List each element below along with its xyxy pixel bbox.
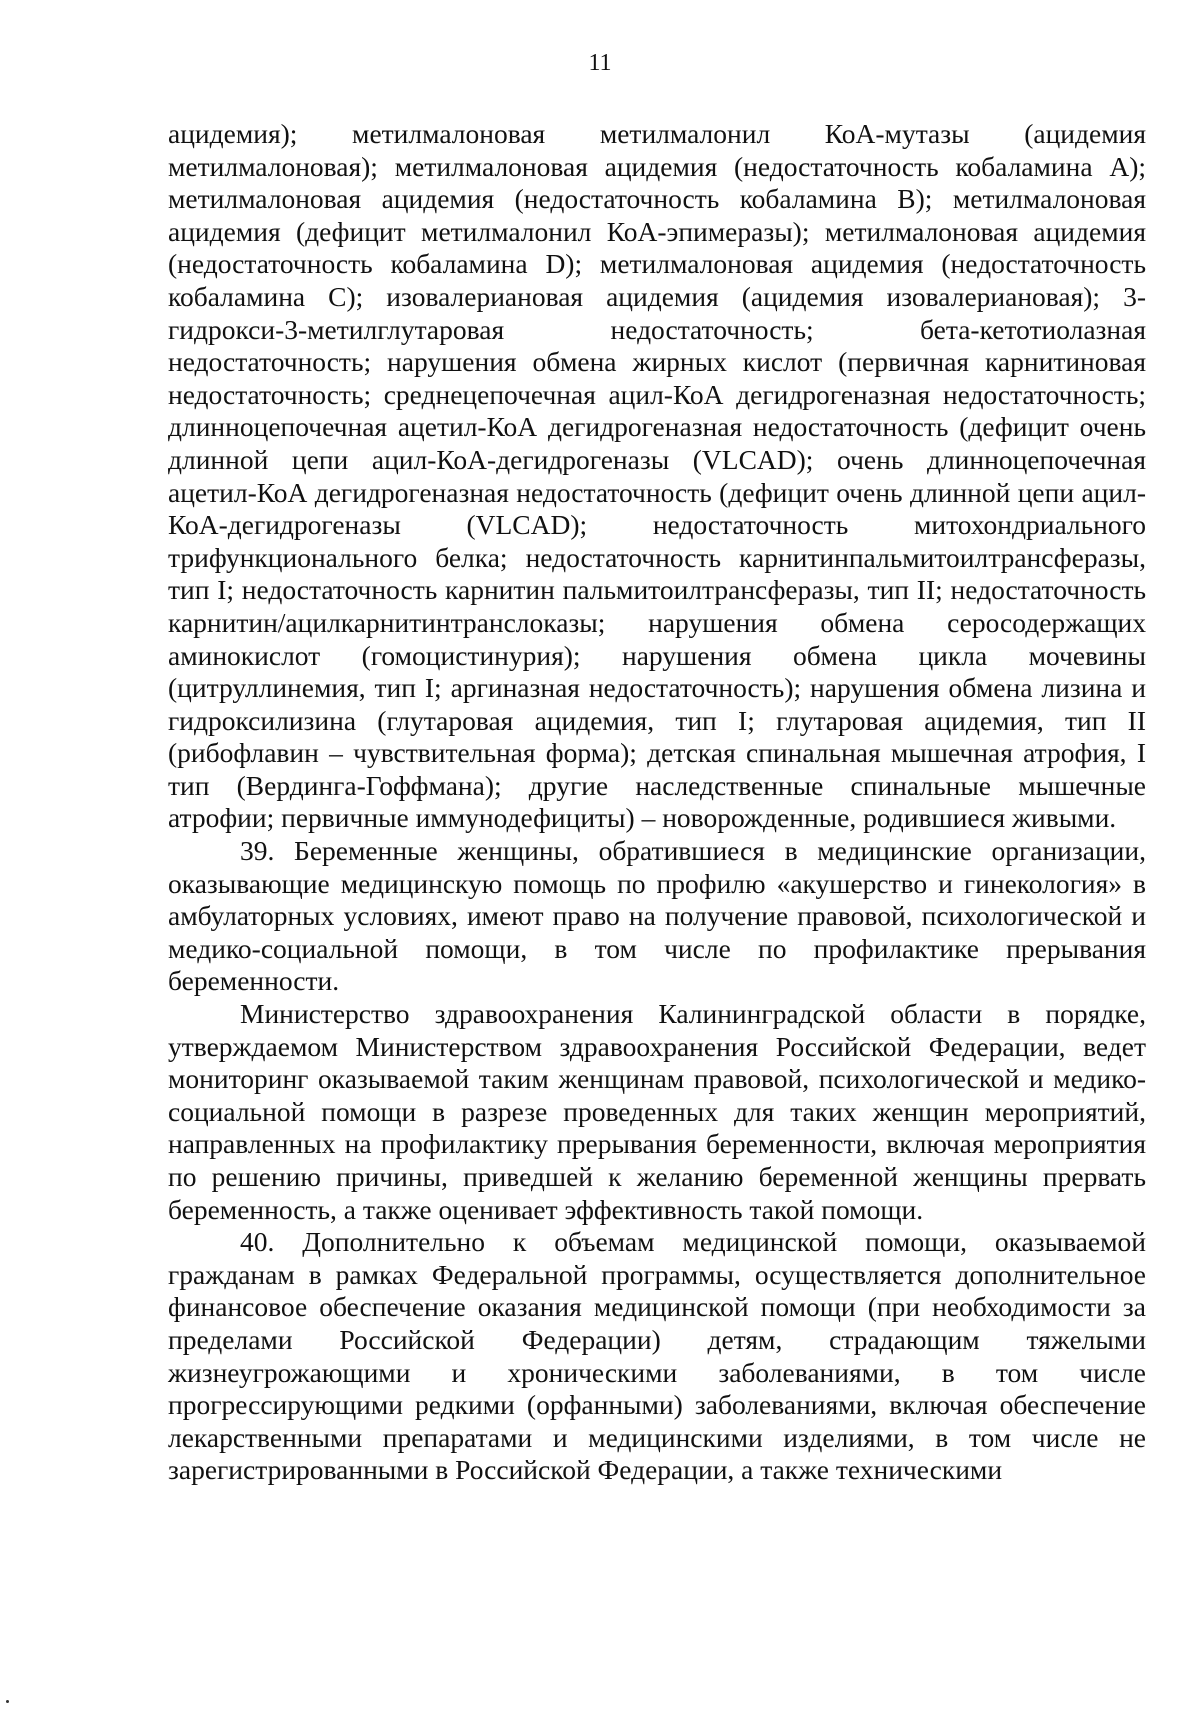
paragraph-ministry-monitoring: Министерство здравоохранения Калининградской области в порядке, утверждаемом Министерством здравоохранения Российской Федерации, ведет мониторинг оказываемой таким женщинам правовой, психологической и медико-социальной помощи в разрезе проведенных для таких женщин мероприятий, направленных на профилактику прерывания беременности, включая мероприятия по решению причины, приведшей к желанию беременной женщины прервать беременность, а также оценивает эффективность такой помощи.: [168, 998, 1146, 1225]
paragraph-continuation: ацидемия); метилмалоновая метилмалонил КоА-мутазы (ацидемия метилмалоновая); метилмалоновая ацидемия (недостаточность кобаламина А); метилмалоновая ацидемия (недостаточность кобаламина В); метилмалоновая ацидемия (дефицит метилмалонил КоА-эпимеразы); метилмалоновая ацидемия (недостаточность кобаламина D); метилмалоновая ацидемия (недостаточность кобаламина С); изовалериановая ацидемия (ацидемия изовалериановая); 3-гидрокси-3-метилглутаровая недостаточность; бета-кетотиолазная недостаточность; нарушения обмена жирных кислот (первичная карнитиновая недостаточность; среднецепочечная ацил-КоА дегидрогеназная недостаточность; длинноцепочечная ацетил-КоА дегидрогеназная недостаточность (дефицит очень длинной цепи ацил-КоА-дегидрогеназы (VLCAD); очень длинноцепочечная ацетил-КоА дегидрогеназная недостаточность (дефицит очень длинной цепи ацил-КоА-дегидрогеназы (VLCAD); недостаточность митохондриального трифункционального белка; недостаточность карнитинпальмитоилтрансферазы, тип I; недостаточность карнитин пальмитоилтрансферазы, тип II; недостаточность карнитин/ацилкарнитинтранслоказы; нарушения обмена серосодержащих аминокислот (гомоцистинурия); нарушения обмена цикла мочевины (цитруллинемия, тип I; аргиназная недостаточность); нарушения обмена лизина и гидроксилизина (глутаровая ацидемия, тип I; глутаровая ацидемия, тип II (рибофлавин – чувствительная форма); детская спинальная мышечная атрофия, I тип (Вердинга-Гоффмана); другие наследственные спинальные мышечные атрофии; первичные иммунодефициты) – новорожденные, родившиеся живыми.: [168, 118, 1146, 834]
paragraph-39: 39. Беременные женщины, обратившиеся в медицинские организации, оказывающие медицинскую помощь по профилю «акушерство и гинекология» в амбулаторных условиях, имеют право на получение правовой, психологической и медико-социальной помощи, в том числе по профилактике прерывания беременности.: [168, 835, 1146, 997]
document-body: [168, 118, 1146, 1487]
scan-speck: [6, 1700, 9, 1703]
paragraph-40: 40. Дополнительно к объемам медицинской помощи, оказываемой гражданам в рамках Федеральной программы, осуществляется дополнительное финансовое обеспечение оказания медицинской помощи (при необходимости за пределами Российской Федерации) детям, страдающим тяжелыми жизнеугрожающими и хроническими заболеваниями, в том числе прогрессирующими редкими (орфанными) заболеваниями, включая обеспечение лекарственными препаратами и медицинскими изделиями, в том числе не зарегистрированными в Российской Федерации, а также техническими: [168, 1226, 1146, 1486]
page-number: 11: [588, 50, 612, 76]
